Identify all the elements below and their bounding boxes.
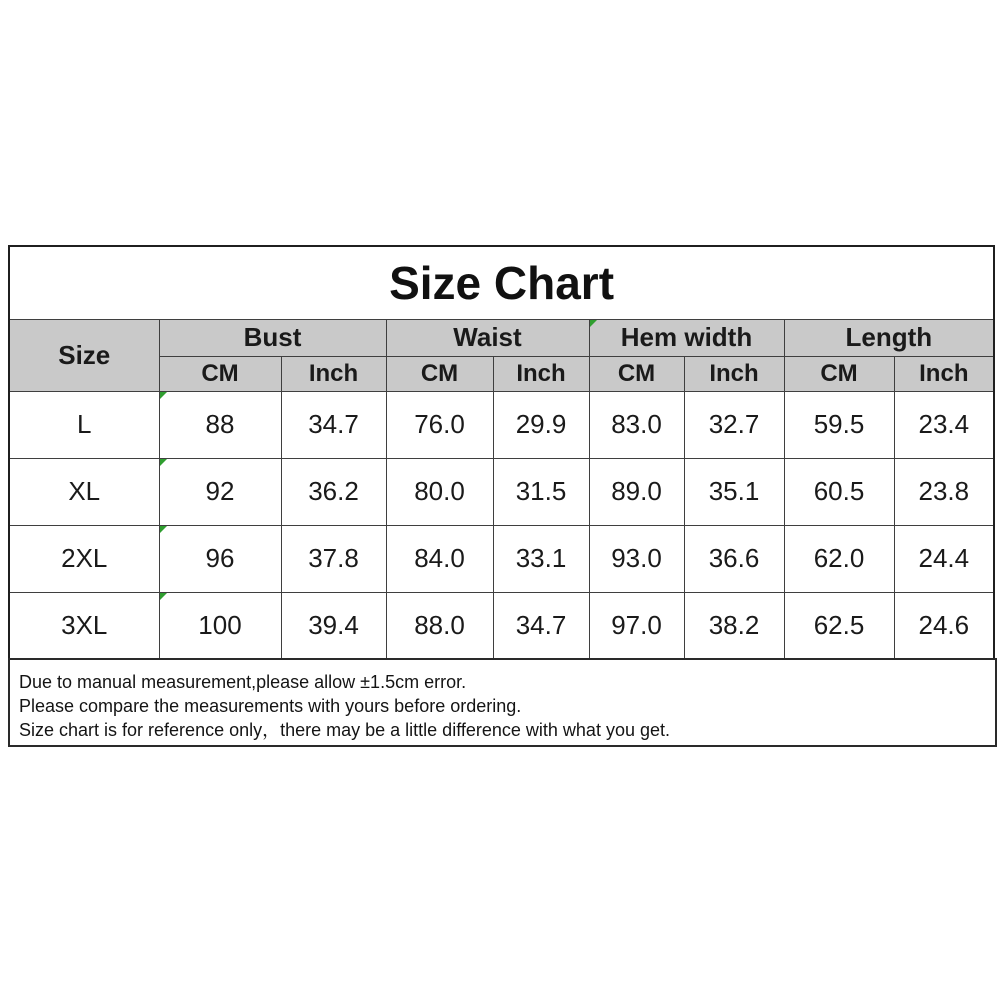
measurement-cell: 59.5 <box>784 391 894 458</box>
note-line: Please compare the measurements with yours before ordering. <box>19 696 522 716</box>
cell-corner-mark <box>590 320 597 327</box>
measurement-cell: 93.0 <box>589 525 684 592</box>
unit-header-hem-cm: CM <box>589 356 684 391</box>
unit-header-bust-cm: CM <box>159 356 281 391</box>
unit-header-waist-cm: CM <box>386 356 493 391</box>
measurement-cell: 33.1 <box>493 525 589 592</box>
measurement-cell: 38.2 <box>684 592 784 659</box>
measurement-cell: 89.0 <box>589 458 684 525</box>
unit-header-waist-inch: Inch <box>493 356 589 391</box>
size-row-label: 2XL <box>9 525 159 592</box>
size-row-label: L <box>9 391 159 458</box>
measurement-cell: 29.9 <box>493 391 589 458</box>
measurement-cell: 34.7 <box>281 391 386 458</box>
column-group-header-length: Length <box>784 319 994 356</box>
measurement-cell: 60.5 <box>784 458 894 525</box>
measurement-cell: 37.8 <box>281 525 386 592</box>
measurement-cell: 39.4 <box>281 592 386 659</box>
cell-corner-mark <box>160 593 167 600</box>
cell-corner-mark <box>160 459 167 466</box>
note-line: Size chart is for reference only，there may be a little difference with what you get. <box>19 720 670 740</box>
measurement-cell: 36.6 <box>684 525 784 592</box>
measurement-cell: 76.0 <box>386 391 493 458</box>
measurement-cell: 83.0 <box>589 391 684 458</box>
measurement-value: 100 <box>198 609 242 640</box>
column-group-header-hem-width-label: Hem width <box>620 322 753 352</box>
measurement-cell: 32.7 <box>684 391 784 458</box>
measurement-cell <box>159 391 281 458</box>
measurement-cell: 80.0 <box>386 458 493 525</box>
unit-header-length-cm: CM <box>784 356 894 391</box>
column-group-header-row <box>9 319 994 356</box>
table-row-xl <box>9 458 994 525</box>
column-group-header-waist: Waist <box>386 319 589 356</box>
table-row-l <box>9 391 994 458</box>
measurement-cell: 24.6 <box>894 592 994 659</box>
column-group-header-bust: Bust <box>159 319 386 356</box>
measurement-value: 88 <box>205 409 235 439</box>
page-title: Size Chart <box>9 246 994 319</box>
size-row-label: 3XL <box>9 592 159 659</box>
measurement-cell: 31.5 <box>493 458 589 525</box>
measurement-cell <box>159 458 281 525</box>
measurement-cell <box>159 592 281 659</box>
measurement-value: 92 <box>205 476 235 506</box>
measurement-cell: 35.1 <box>684 458 784 525</box>
measurement-cell: 23.8 <box>894 458 994 525</box>
size-chart-table <box>8 245 995 660</box>
measurement-cell: 88.0 <box>386 592 493 659</box>
cell-corner-mark <box>160 526 167 533</box>
size-row-label: XL <box>9 458 159 525</box>
notes-box <box>8 658 997 747</box>
column-group-header-hem-width <box>589 319 784 356</box>
measurement-cell: 23.4 <box>894 391 994 458</box>
measurement-cell: 34.7 <box>493 592 589 659</box>
unit-header-hem-inch: Inch <box>684 356 784 391</box>
table-row-2xl <box>9 525 994 592</box>
measurement-cell: 24.4 <box>894 525 994 592</box>
size-column-header: Size <box>9 319 159 391</box>
measurement-cell: 84.0 <box>386 525 493 592</box>
measurement-cell: 36.2 <box>281 458 386 525</box>
measurement-value: 96 <box>205 543 235 573</box>
title-row <box>9 246 994 319</box>
measurement-cell: 62.5 <box>784 592 894 659</box>
measurement-cell: 62.0 <box>784 525 894 592</box>
unit-header-bust-inch: Inch <box>281 356 386 391</box>
measurement-cell <box>159 525 281 592</box>
measurement-cell: 97.0 <box>589 592 684 659</box>
note-line: Due to manual measurement,please allow ±1.5cm error. <box>19 672 467 692</box>
cell-corner-mark <box>160 392 167 399</box>
unit-header-length-inch: Inch <box>894 356 994 391</box>
table-row-3xl <box>9 592 994 659</box>
